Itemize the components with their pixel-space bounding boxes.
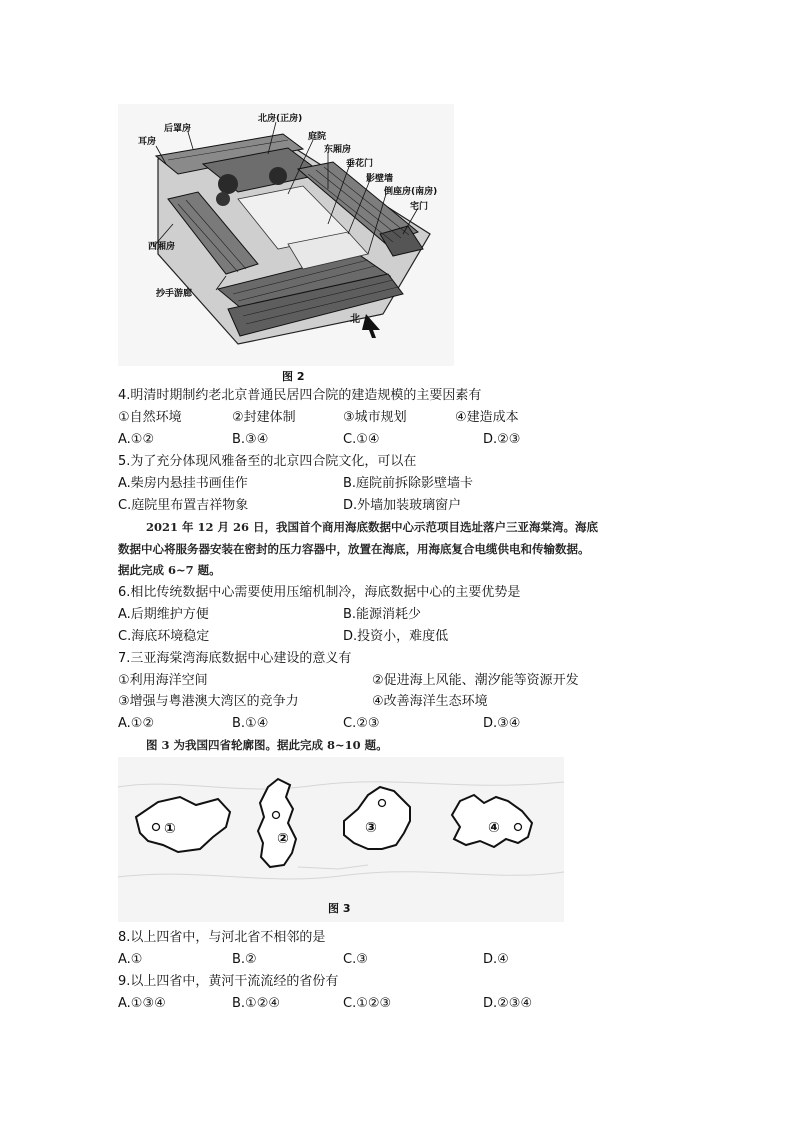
q4-item-3: ③城市规划 <box>343 410 407 425</box>
q7-option-d[interactable]: D.③④ <box>483 716 521 731</box>
q6-option-c[interactable]: C.海底环境稳定 <box>118 629 210 644</box>
q9-option-c[interactable]: C.①②③ <box>343 996 392 1011</box>
q4-option-c[interactable]: C.①④ <box>343 432 380 447</box>
province-1-outline <box>136 797 230 852</box>
label-north: 北 <box>350 314 360 325</box>
q4-item-1: ①自然环境 <box>118 410 182 425</box>
q5-option-c[interactable]: C.庭院里布置吉祥物象 <box>118 498 249 513</box>
q7-item-1: ①利用海洋空间 <box>118 673 208 688</box>
courtyard-illustration <box>118 104 454 366</box>
province-outlines <box>118 757 564 922</box>
q7-option-b[interactable]: B.①④ <box>232 716 269 731</box>
q6-option-b[interactable]: B.能源消耗少 <box>343 607 422 622</box>
province-outline-map <box>118 757 564 922</box>
passage1-line1: 2021 年 12 月 26 日，我国首个商用海底数据中心示范项目选址落户三亚海棠湾。海底 <box>146 520 599 534</box>
q7-stem: 7.三亚海棠湾海底数据中心建设的意义有 <box>118 651 352 666</box>
label-daozuofang: 倒座房(南房) <box>384 187 438 197</box>
q7-item-3: ③增强与粤港澳大湾区的竞争力 <box>118 694 299 709</box>
q9-option-b[interactable]: B.①②④ <box>232 996 281 1011</box>
province-label-3: ③ <box>365 820 377 836</box>
q8-option-b[interactable]: B.② <box>232 952 257 967</box>
province-2-outline <box>258 779 296 867</box>
province-3-outline <box>344 787 410 849</box>
q6-stem: 6.相比传统数据中心需要使用压缩机制冷，海底数据中心的主要优势是 <box>118 585 521 600</box>
province-label-2: ② <box>277 831 289 847</box>
label-xixiangfang: 西厢房 <box>148 242 176 252</box>
q4-option-d[interactable]: D.②③ <box>483 432 521 447</box>
label-erfang: 耳房 <box>138 137 157 147</box>
label-dongxiangfang: 东厢房 <box>324 145 352 155</box>
q8-option-c[interactable]: C.③ <box>343 952 368 967</box>
q4-option-b[interactable]: B.③④ <box>232 432 269 447</box>
passage1-line2: 数据中心将服务器安装在密封的压力容器中，放置在海底，用海底复合电缆供电和传输数据。 <box>118 542 590 556</box>
figure2-caption: 图 2 <box>282 370 305 383</box>
q6-option-d[interactable]: D.投资小，难度低 <box>343 629 449 644</box>
q7-item-4: ④改善海洋生态环境 <box>372 694 488 709</box>
q7-option-a[interactable]: A.①② <box>118 716 155 731</box>
passage2: 图 3 为我国四省轮廓图。据此完成 8~10 题。 <box>146 738 388 752</box>
q8-option-d[interactable]: D.④ <box>483 952 509 967</box>
q7-item-2: ②促进海上风能、潮汐能等资源开发 <box>372 673 579 688</box>
label-yingbiqiang: 影壁墙 <box>366 174 394 184</box>
q7-option-c[interactable]: C.②③ <box>343 716 380 731</box>
label-chaoshouyoulang: 抄手游廊 <box>156 289 193 299</box>
label-zhaimen: 宅门 <box>410 202 429 212</box>
label-tingyuan: 庭院 <box>308 132 327 142</box>
q9-stem: 9.以上四省中，黄河干流流经的省份有 <box>118 974 339 989</box>
q9-option-a[interactable]: A.①③④ <box>118 996 166 1011</box>
courtyard-drawing <box>118 104 454 366</box>
q4-stem: 4.明清时期制约老北京普通民居四合院的建造规模的主要因素有 <box>118 388 482 403</box>
q5-stem: 5.为了充分体现风雅备至的北京四合院文化，可以在 <box>118 454 417 469</box>
q5-option-a[interactable]: A.柴房内悬挂书画佳作 <box>118 476 248 491</box>
q4-item-2: ②封建体制 <box>232 410 296 425</box>
q4-option-a[interactable]: A.①② <box>118 432 155 447</box>
q5-option-b[interactable]: B.庭院前拆除影壁墙卡 <box>343 476 474 491</box>
q6-option-a[interactable]: A.后期维护方便 <box>118 607 209 622</box>
q9-option-d[interactable]: D.②③④ <box>483 996 533 1011</box>
q5-option-d[interactable]: D.外墙加装玻璃窗户 <box>343 498 462 513</box>
figure3-caption: 图 3 <box>328 902 351 915</box>
label-beifang: 北房(正房) <box>258 114 303 124</box>
label-chuihuamen: 垂花门 <box>346 159 374 169</box>
province-label-1: ① <box>164 821 176 837</box>
q4-item-4: ④建造成本 <box>455 410 519 425</box>
label-houzhaofang: 后罩房 <box>164 124 192 134</box>
q8-option-a[interactable]: A.① <box>118 952 143 967</box>
passage1-line3: 据此完成 6~7 题。 <box>118 563 221 577</box>
q8-stem: 8.以上四省中，与河北省不相邻的是 <box>118 930 326 945</box>
province-label-4: ④ <box>488 820 500 836</box>
